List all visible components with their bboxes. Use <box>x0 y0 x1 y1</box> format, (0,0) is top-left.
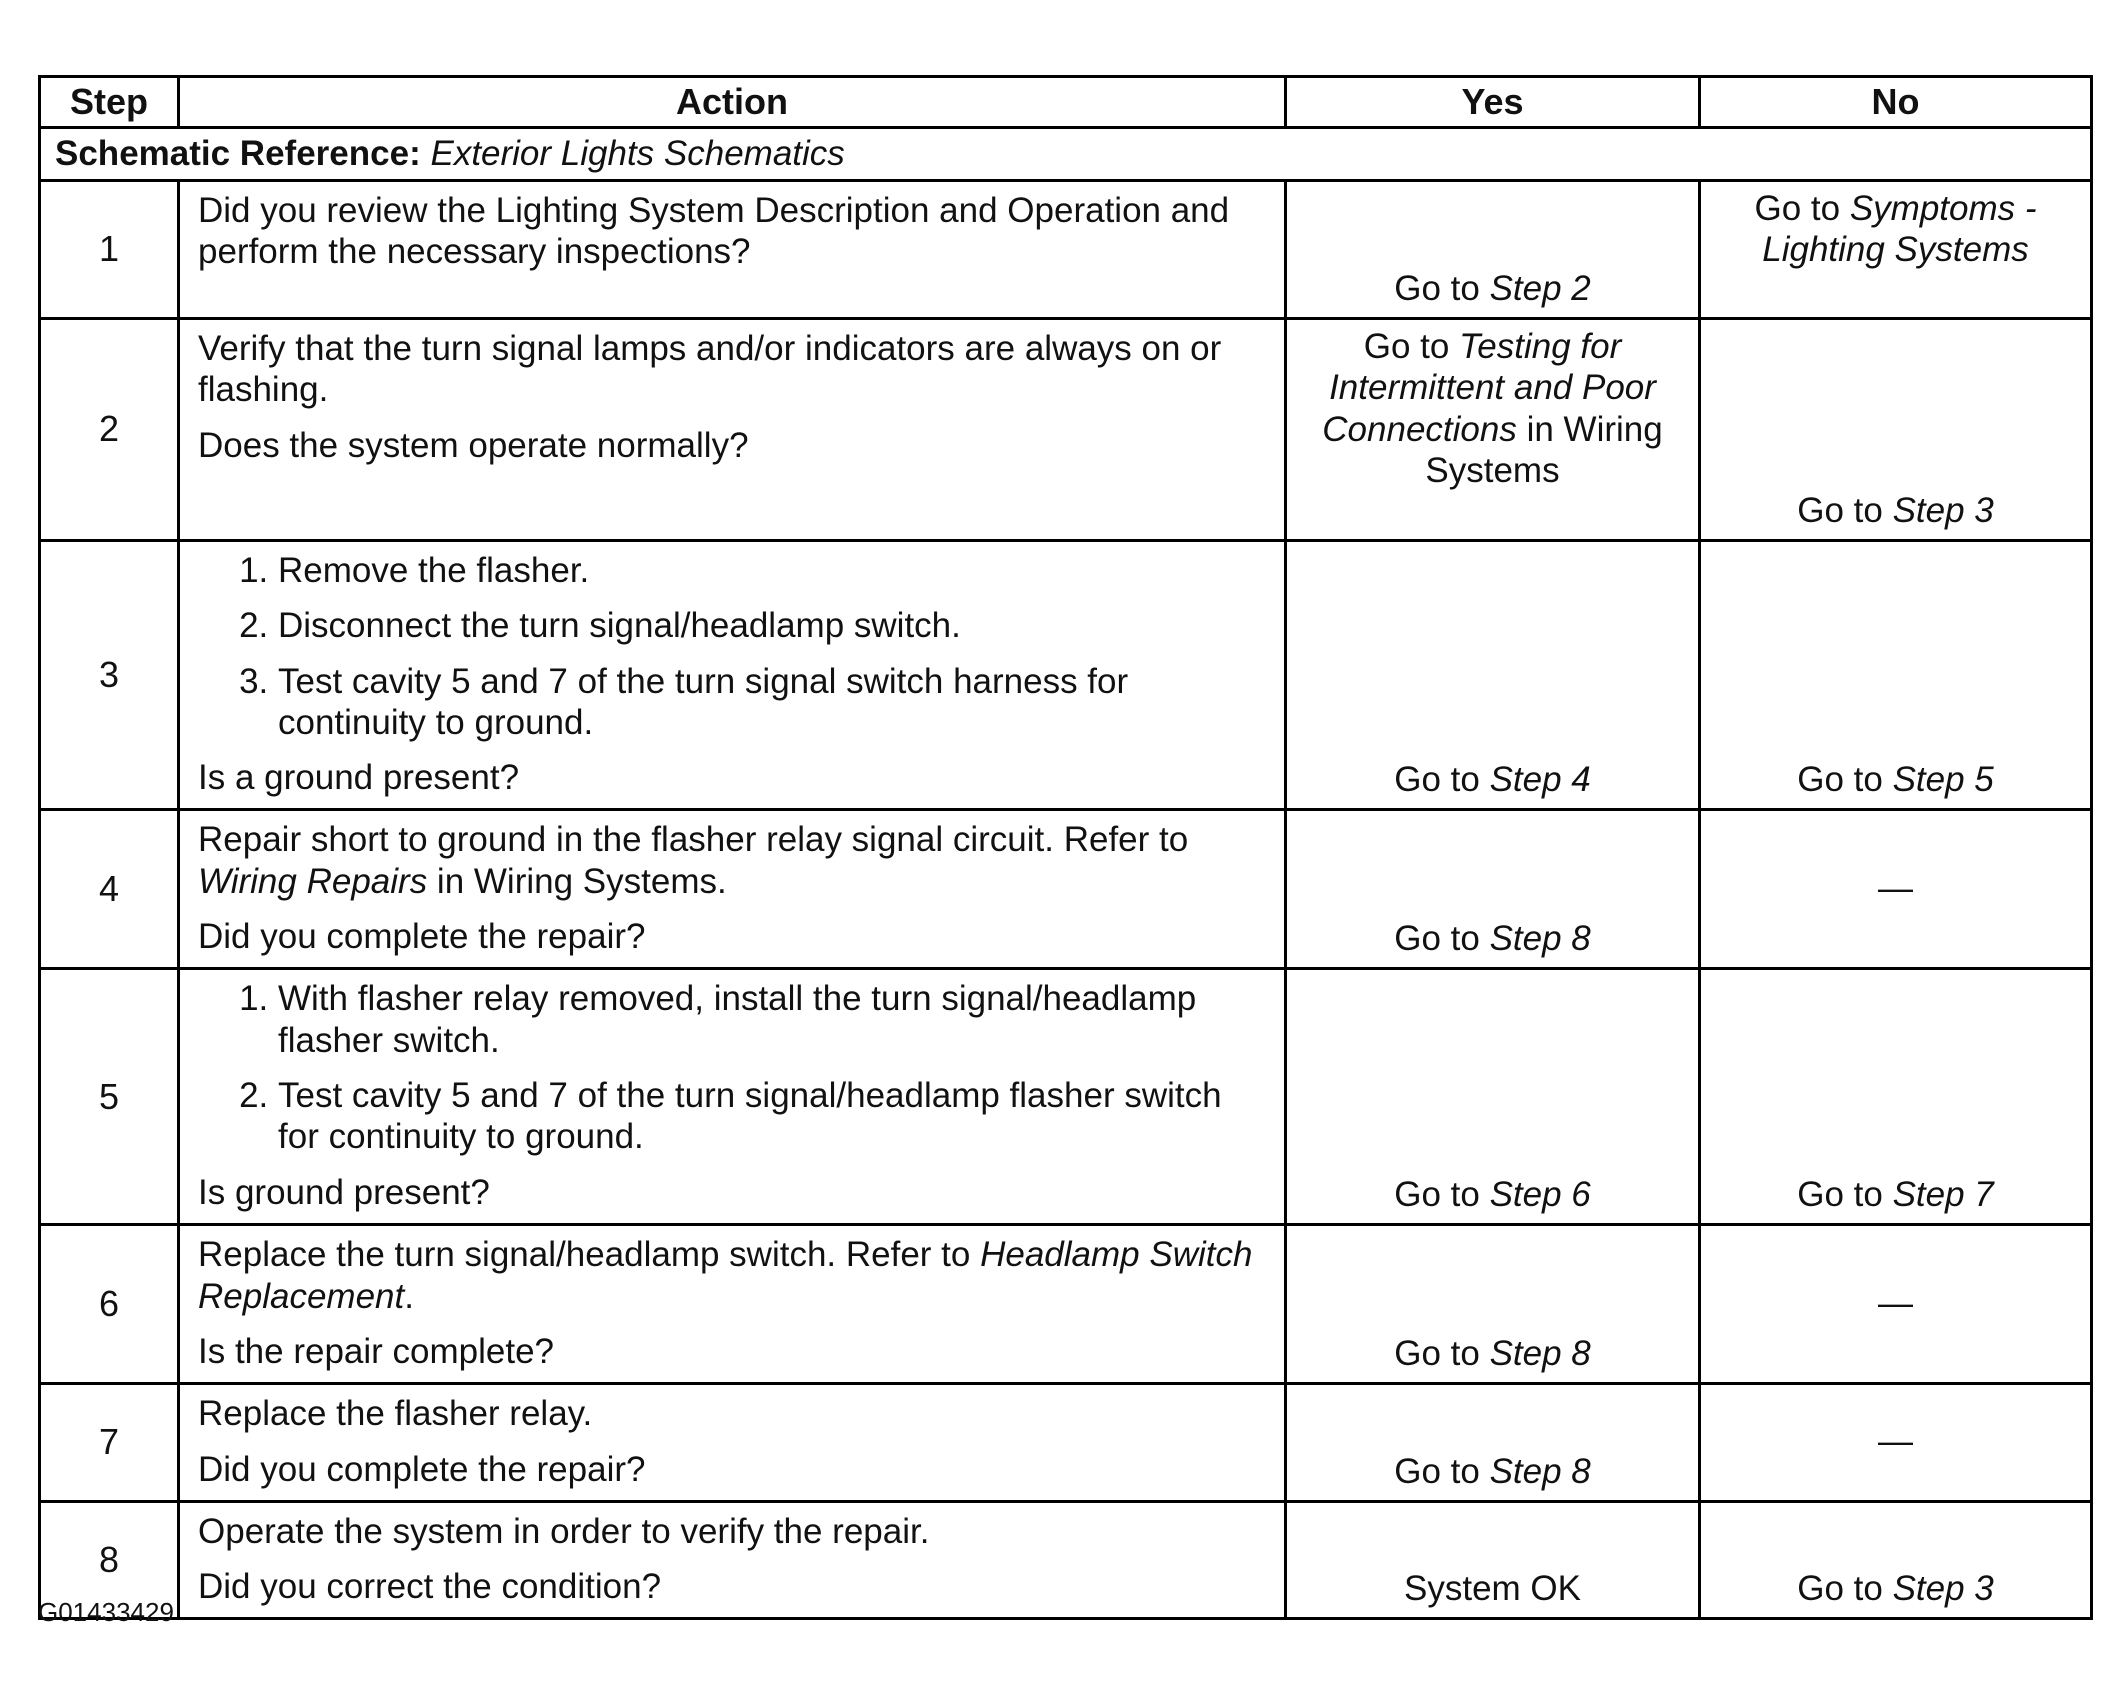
step-number: 3 <box>40 541 179 810</box>
step-number: 8 <box>40 1501 179 1619</box>
yes-link: Step 8 <box>1489 1333 1591 1373</box>
action-list <box>198 978 1268 1157</box>
list-item: 2. Disconnect the turn signal/headlamp switch. <box>278 605 1268 646</box>
yes-prefix: Go to <box>1394 760 1490 800</box>
yes-cell <box>1286 1225 1700 1384</box>
action-list <box>198 550 1268 743</box>
action-cell <box>179 1225 1286 1384</box>
yes-suffix: in Wiring Systems <box>1425 409 1663 490</box>
action-text <box>198 819 1268 902</box>
yes-cell <box>1286 181 1700 319</box>
list-item: 1. With flasher relay removed, install the turn signal/headlamp flasher switch. <box>278 978 1268 1061</box>
action-cell <box>179 181 1286 319</box>
action-cell <box>179 541 1286 810</box>
no-prefix: Go to <box>1754 189 1850 228</box>
action-text-end: in Wiring Systems. <box>427 861 727 901</box>
yes-prefix: Go to <box>1394 1333 1490 1373</box>
header-no: No <box>1700 77 2092 128</box>
action-text-start: Replace the turn signal/headlamp switch. Refer to <box>198 1235 981 1275</box>
no-prefix: Go to <box>1797 1569 1893 1609</box>
table-row <box>40 1225 2092 1384</box>
no-cell: — <box>1700 1225 2092 1384</box>
action-question: Did you complete the repair? <box>198 1449 646 1489</box>
yes-cell <box>1286 1384 1700 1502</box>
action-reference: Wiring Repairs <box>198 861 428 901</box>
table-row <box>40 319 2092 541</box>
action-text: Replace the flasher relay. <box>198 1394 593 1434</box>
list-item: 1. Remove the flasher. <box>278 550 1268 591</box>
yes-cell <box>1286 319 1700 541</box>
no-link: Symptoms - Lighting Systems <box>1762 189 2037 270</box>
action-text: Operate the system in order to verify the repair. <box>198 1511 930 1551</box>
action-cell <box>179 319 1286 541</box>
table-row <box>40 181 2092 319</box>
no-cell: — <box>1700 1384 2092 1502</box>
diagnostic-table <box>38 75 2093 1620</box>
yes-prefix: Go to <box>1394 1451 1490 1491</box>
yes-link: Testing for Intermittent and Poor Connections <box>1322 327 1656 449</box>
step-number: 1 <box>40 181 179 319</box>
action-question: Did you correct the condition? <box>198 1567 662 1607</box>
yes-link: Step 2 <box>1489 268 1591 308</box>
schematic-reference-value: Exterior Lights Schematics <box>430 134 845 174</box>
action-text <box>198 1234 1268 1317</box>
action-question: Is the repair complete? <box>198 1331 555 1371</box>
list-item: 3. Test cavity 5 and 7 of the turn signal switch harness for continuity to ground. <box>278 661 1268 744</box>
schematic-reference <box>40 128 2092 181</box>
yes-prefix: Go to <box>1363 327 1460 366</box>
no-link: Step 3 <box>1892 1569 1994 1609</box>
no-prefix: Go to <box>1797 760 1893 800</box>
table-row <box>40 541 2092 810</box>
no-cell <box>1700 969 2092 1225</box>
header-step: Step <box>40 77 179 128</box>
yes-link: Step 6 <box>1489 1175 1591 1215</box>
no-prefix: Go to <box>1797 1175 1893 1215</box>
header-yes: Yes <box>1286 77 1700 128</box>
no-cell <box>1700 1501 2092 1619</box>
yes-cell <box>1286 969 1700 1225</box>
action-question: Does the system operate normally? <box>198 425 749 465</box>
no-cell <box>1700 541 2092 810</box>
yes-cell <box>1286 810 1700 969</box>
action-cell <box>179 1384 1286 1502</box>
yes-cell <box>1286 541 1700 810</box>
action-cell <box>179 810 1286 969</box>
action-text-start: Repair short to ground in the flasher relay signal circuit. Refer to <box>198 820 1189 860</box>
step-number: 5 <box>40 969 179 1225</box>
step-number: 7 <box>40 1384 179 1502</box>
no-prefix: Go to <box>1797 490 1893 530</box>
action-reference: Headlamp Switch Replacement <box>198 1235 1253 1316</box>
no-link: Step 7 <box>1892 1175 1994 1215</box>
header-row <box>40 77 2092 128</box>
yes-link: Step 4 <box>1489 760 1591 800</box>
no-link: Step 5 <box>1892 760 1994 800</box>
action-text: Did you review the Lighting System Description and Operation and perform the necessary inspections? <box>198 191 1230 272</box>
action-cell <box>179 969 1286 1225</box>
figure-id: G01433429 <box>38 1597 174 1627</box>
no-cell <box>1700 319 2092 541</box>
schematic-reference-label: Schematic Reference: <box>55 134 421 174</box>
schematic-reference-row <box>40 128 2092 181</box>
yes-prefix: Go to <box>1394 919 1490 959</box>
table-row <box>40 810 2092 969</box>
action-text-end: . <box>404 1276 414 1316</box>
header-action: Action <box>179 77 1286 128</box>
action-text: Verify that the turn signal lamps and/or indicators are always on or flashing. <box>198 329 1222 410</box>
list-item: 2. Test cavity 5 and 7 of the turn signal/headlamp flasher switch for continuity to ground. <box>278 1075 1268 1158</box>
yes-prefix: Go to <box>1394 268 1490 308</box>
yes-prefix: Go to <box>1394 1175 1490 1215</box>
no-cell: — <box>1700 810 2092 969</box>
action-question: Is ground present? <box>198 1172 490 1212</box>
no-cell <box>1700 181 2092 319</box>
table-row <box>40 969 2092 1225</box>
step-number: 2 <box>40 319 179 541</box>
table-row <box>40 1501 2092 1619</box>
table-row <box>40 1384 2092 1502</box>
no-link: Step 3 <box>1892 490 1994 530</box>
action-question: Is a ground present? <box>198 758 520 798</box>
step-number: 6 <box>40 1225 179 1384</box>
yes-link: Step 8 <box>1489 919 1591 959</box>
action-cell <box>179 1501 1286 1619</box>
step-number: 4 <box>40 810 179 969</box>
yes-cell: System OK <box>1286 1501 1700 1619</box>
yes-link: Step 8 <box>1489 1451 1591 1491</box>
action-question: Did you complete the repair? <box>198 917 646 957</box>
